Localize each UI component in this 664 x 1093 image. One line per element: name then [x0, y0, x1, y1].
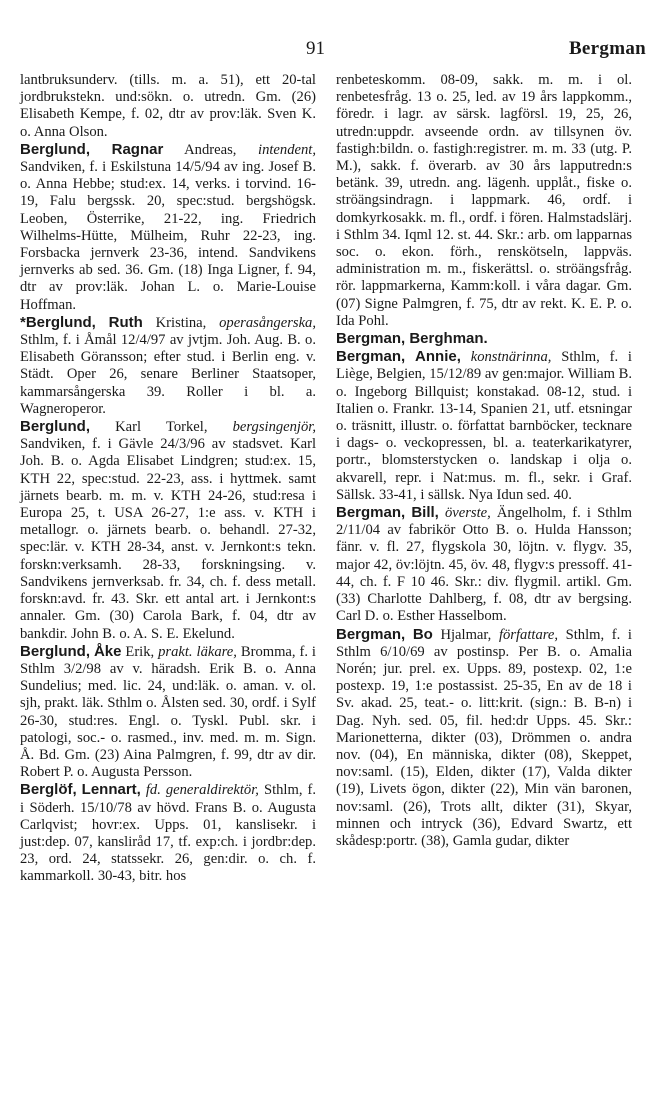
entry-text: Sthlm, f. i Liège, Belgien, 15/12/89 av gen:major. William B. o. Ingeborg Billquist; konstakad. 08-12, stud. i Italien o. Frankr. 13-14, Spanien 21, utf. etsningar o. träsnitt, illustr. o. författat barnböcker, tecknare i dags- o. veckopressen, bl. a. teaterkarikatyrer, portr., blomsterstycken o. landskap i olja o. akvarell, repr. i Nat:mus. m. fl., sekr. i Graf. Sällsk. 33-41, i sällsk. Nya Idun sed. 40.: [336, 349, 632, 503]
entry-text: Sthlm, f. i Åmål 12/4/97 av jvtjm. Joh. Aug. B. o. Elisabeth Göransson; efter stud. i Berlin eng. v. Städt. Oper 26, senare Berliner Staatsoper, kammarsångerska 39. Roller i bl. a. Wagneroperor.: [20, 332, 316, 417]
entry-other-names: Kristina,: [155, 314, 207, 331]
entry-surname: Berglöf,: [20, 781, 77, 799]
left-column: [20, 72, 316, 886]
entry-other-names: Karl Torkel,: [115, 419, 208, 436]
entry-surname: Bergman,: [336, 625, 406, 643]
right-column: [336, 72, 632, 850]
entry-occupation: intendent,: [258, 141, 316, 158]
entry-occupation: operasångerska,: [219, 314, 316, 331]
entry-other-names: Hjalmar,: [440, 626, 492, 643]
entry-text: Ängelholm, f. i Sthlm 2/11/04 av fabrikör Otto B. o. Hulda Hansson; fänr. v. fl. 27, flygskola 30, löjtn. v. flygv. 35, major 42, öv:löjtn. 45, öv. 48, flygv:s pressoff. 41-44, ch. f. F 10 46. Skr.: div. flygmil. artikl. Gm. (33) Charlotte Dahlberg, f. 08, dtr av bergsing. Carl D. o. Esther Hasselbom.: [336, 505, 632, 625]
biography-entry: [20, 643, 316, 782]
entry-occupation: prakt. läkare,: [158, 643, 237, 660]
entry-given-name: Åke: [93, 642, 122, 660]
section-heading-text: Bergman, Berghman.: [336, 330, 488, 348]
entry-text: Sandviken, f. i Eskilstuna 14/5/94 av ing. Josef B. o. Anna Hebbe; stud:ex. 14, verks. i torvind. 16-19, Falu bergssk. 20, spec:stud. bergshögsk. Leoben, Österrike, 21-22, ing. Friedrich Wilhelms-Hütte, Mülheim, Ruhr 22-23, ing. Forsbacka jernverk 23-36, intend. Sandvikens jernverks ab sed. 36. Gm. (18) Inga Ligner, f. 94, dtr av prov:läk. Johan L. o. Marie-Louise Hoffman.: [20, 159, 316, 313]
biography-entry: [20, 418, 316, 643]
entry-surname: Bergman,: [336, 504, 406, 522]
entry-occupation: bergsingenjör,: [232, 419, 316, 436]
entry-text: Sthlm, f. i Söderh. 15/10/78 av hövd. Frans B. o. Augusta Carlqvist; hovr:ex. Upps. 01, kanslisekr. i just:dep. 07, kansliråd 17, tf. exp:ch. i jordbr:dep. 23, ord. 24, statssekr. 26, gen:dir. o. ch. f. kammarkoll. 30-43, bitr. hos: [20, 782, 316, 885]
entry-surname: *Berglund,: [20, 313, 96, 331]
entry-text: Sandviken, f. i Gävle 24/3/96 av stadsvet. Karl Joh. B. o. Agda Elisabet Lindgren; stud:ex. 15, KTH 22, spec:stud. 22-23, ass. i hyttmek. samt järnets bearb. m. m. v. KTH 24-26, stud:resa i Europa 25, t. USA 26-27, 1:e ass. v. KTH i metallogr. o. järnets bearb. o. behandl. 27-32, spec:lär. v. KTH 28-34, anst. v. Jernkont:s tekn. forskn:verksamh. 28-33, forskningsing. v. Sandvikens jernverksab. fr. 34, ch. f. dess metall. forskn:avd. fr. 43. Skr. ett antal art. i Jernkont:s annaler. Gm. (30) Carola Bark, f. 04, dtr av bankdir. John B. o. A. S. E. Ekelund.: [20, 436, 316, 642]
entry-surname: Berglund,: [20, 140, 90, 158]
entry-text: Bromma, f. i Sthlm 3/2/98 av v. häradsh. Erik B. o. Anna Sundelius; med. lic. 24, und:läk. o. aman. v. ol. sjh, prakt. läk. Sthlm o. Ålsten sed. 30, ordf. i Sylf 26-30, stud:res. Engl. o. Tyskl. Publ. skr. i patologi, soc.- o. rasmed., inv. med. m. m. Sign. Å. Bd. Gm. (23) Aina Palmgren, f. 99, dtr av dir. Robert P. o. Augusta Persson.: [20, 643, 316, 781]
entry-text: Sthlm, f. i Sthlm 6/10/69 av postinsp. Per B. o. Amalia Norén; jur. prel. ex. Upps. 89, postexp. 02, 1:e postexp. 19, 1:e postassist. 25-35, En av de 18 i Sv. akad. 25, teat.- o. litt:krit. (sign.: B. B-n) i Dag. Nyh. sed. 05, fil. hed:dr Upps. 45. Skr.: Marionetterna, dikter (03), Drömmen o. andra nov. (04), En människa, dikter (08), Skeppet, nov:saml. (15), Elden, dikter (17), Valda dikter (19), Livets ögon, dikter (22), Min vän baronen, nov:saml. (26), Trots allt, dikter (31), Skyar, minnen och intryck (36), Edvard Swartz, ett skådesp:portr. (38), Gamla gudar, dikter: [336, 626, 632, 849]
entry-other-names: Erik,: [125, 643, 155, 660]
section-heading: [336, 330, 632, 348]
biography-entry: [336, 348, 632, 504]
entry-continuation: [20, 72, 316, 141]
entry-given-name: Bill,: [411, 504, 439, 522]
entry-given-name: Lennart,: [81, 781, 141, 799]
biography-entry: [20, 141, 316, 314]
entry-continuation: [336, 72, 632, 330]
entry-surname: Berglund,: [20, 642, 90, 660]
page-number: 91: [306, 38, 325, 59]
entry-given-name: Ruth: [108, 313, 143, 331]
entry-given-name: Ragnar: [111, 140, 164, 158]
entry-other-names: Andreas,: [184, 141, 237, 158]
biography-entry: [336, 626, 632, 851]
entry-occupation: konstnärinna,: [470, 349, 552, 366]
entry-given-name: Bo: [412, 625, 433, 643]
entry-surname: Bergman,: [336, 348, 406, 366]
entry-given-name: Annie,: [415, 348, 461, 366]
running-head: Bergman: [568, 38, 646, 59]
entry-occupation: fd. generaldirektör,: [145, 782, 259, 799]
entry-text: lantbruksunderv. (tills. m. a. 51), ett 20-tal jordbrukstekn. und:sökn. o. utredn. Gm. (26) Elisabeth Kempe, f. 02, dtr av prov:läk. Sven K. o. Anna Olson.: [20, 72, 316, 140]
entry-surname: Berglund,: [20, 418, 90, 436]
page-header: [0, 38, 664, 66]
entry-occupation: överste,: [444, 505, 491, 522]
biography-entry: [336, 504, 632, 625]
biography-entry: [20, 781, 316, 885]
entry-occupation: författare,: [498, 626, 559, 643]
biography-entry: [20, 314, 316, 418]
entry-text: renbeteskomm. 08-09, sakk. m. m. i ol. renbetesfråg. 13 o. 25, led. av 19 års lappkomm., föredr. i lagr. av särsk. lagförsl. 19, 25, 26, utredn:uppdr. avseende ordn. av tillsynen öv. fastigh:bildn. o. fastigh:registrer. m. m. 33 (utg. P. M.), sakk. f. överarb. av 30 års lapputredn:s betänk. 39, utredn. ang. lägenh. upplåt., fiske o. ströängsindragn. i lappmark. 46, ordf. i domkyrkosakk. m. fl., ordf. i fören. Halmstadslärj. i Sthlm 34. Iqml 12. st. 44. Skr.: arb. om lapparnas soc. o. ekon. förh., renskötseln, lappväs. administration m. m., fiskerättsl. o. ströängsfråg. rör. lappmarkerna, Kamm:koll. i våra dagar. Gm. (07) Signe Palmgren, f. 75, dtr av rekt. K. E. P. o. Ida Pohl.: [336, 72, 632, 329]
